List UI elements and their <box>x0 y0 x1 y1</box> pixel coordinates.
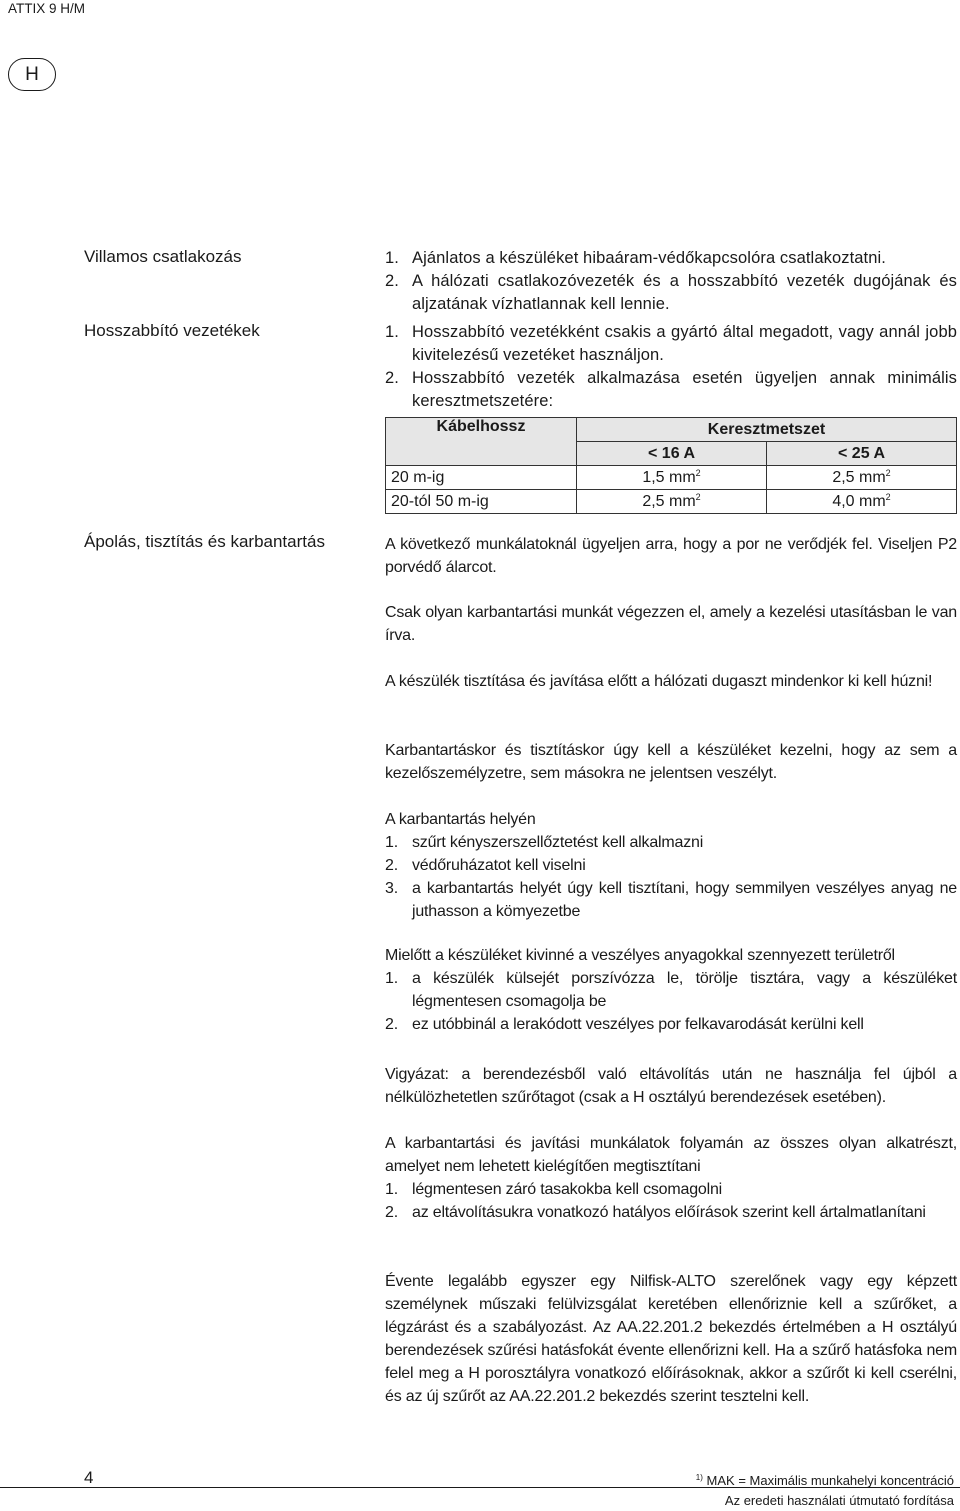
paragraph: A következő munkálatoknál ügyeljen arra, hogy a por ne verődjék fel. Viseljen P2 porvédő álarcot. <box>385 536 957 576</box>
list-item: 1. Ajánlatos a készüléket hibaáram-védőkapcsolóra csatlakoztatni. <box>385 249 886 267</box>
list-item: 1. légmentesen záró tasakokba kell csomagolni <box>385 1181 722 1198</box>
translation-note: Az eredeti használati útmutató fordítása <box>724 1493 954 1508</box>
paragraph: Csak olyan karbantartási munkát végezzen el, amely a kezelési utasításban le van írva. <box>385 604 957 644</box>
list-item: 2. Hosszabbító vezeték alkalmazása esetén ügyeljen annak minimális keresztmetszetére: <box>385 369 957 410</box>
maintenance-site-block: A karbantartás helyén 1. szűrt kényszerszellőztetést kell alkalmazni 2. védőruházatot kell viselni 3. a karbantartás helyét úgy kell tisztítani, hogy semmilyen veszélyes anyag ne juthasson a kömyezetbe <box>385 808 957 923</box>
list-item: 1. Hosszabbító vezetékként csakis a gyártó által megadott, vagy annál jobb kivitelezésű vezetéket használjon. <box>385 323 957 364</box>
list-item: 1. a készülék külsejét porszívózza le, törölje tisztára, vagy a készüléket légmentesen csomagolja be <box>385 970 957 1010</box>
section-hosszabbito <box>385 321 957 413</box>
list-item: 2. ez utóbbinál a lerakódott veszélyes por felkavarodását kerülni kell <box>385 1016 864 1033</box>
col-header-16a: < 16 A <box>577 442 767 466</box>
section-villamos <box>385 247 957 316</box>
paragraph: Karbantartáskor és tisztításkor úgy kell a készüléket kezelni, hogy az sem a kezelőszemélyzetre, sem másokra ne jelentsen veszélyt. <box>385 742 957 782</box>
cable-table <box>385 417 957 514</box>
document-title: ATTIX 9 H/M <box>8 1 86 16</box>
list-item: 2. az eltávolításukra vonatkozó hatályos előírások szerint kell ártalmatlanítani <box>385 1204 926 1221</box>
annual-inspection-paragraph: Évente legalább egyszer egy Nilfisk-ALTO szerelőnek vagy egy képzett személynek műszaki felülvizsgálat keretében ellenőriznie kell a szűrőket, a légzárást és a szabályozást. Az AA.22.201.2 bekezdés értelmében a H osztályú berendezések szűrési hatásfokát évente ellenőrizni kell. Ha a szűrő hatásfoka nem felel meg a H porosztályra vonatkozó előírásoknak, akkor a szűrőt ki kell cserélni, és az új szűrőt az AA.22.201.2 bekezdés szerint tesztelni kell. <box>385 1273 957 1405</box>
footnote: $^{1)}$ MAK = Maximális munkahelyi koncentráció Az eredeti használati útmutató fordítása <box>696 1468 954 1511</box>
list-item: 1. szűrt kényszerszellőztetést kell alkalmazni <box>385 834 704 851</box>
heading-hosszabbito: Hosszabbító vezetékek <box>84 321 260 340</box>
list-item: 2. A hálózati csatlakozóvezeték és a hosszabbító vezeték dugójának és aljzatának vízhatlannak kell lennie. <box>385 272 957 313</box>
table-row: 20 m-ig 1,5 $mm^2$ 2,5 $mm^2$ <box>386 466 957 490</box>
before-removal-block: Mielőtt a készüléket kivinné a veszélyes anyagokkal szennyezett területről 1. a készülék külsejét porszívózza le, törölje tisztára, vagy a készüléket légmentesen csomagolja be 2. ez utóbbinál a lerakódott veszélyes por felkavarodását kerülni kell <box>385 944 957 1036</box>
parts-disposal-block: A karbantartási és javítási munkálatok folyamán az összes olyan alkatrészt, amelyet nem lehetett kielégítően megtisztítani 1. légmentesen záró tasakokba kell csomagolni 2. az eltávolításukra vonatkozó hatályos előírások szerint kell ártalmatlanítani <box>385 1132 957 1224</box>
list-item: 3. a karbantartás helyét úgy kell tisztítani, hogy semmilyen veszélyes anyag ne juthasson a kömyezetbe <box>385 880 957 920</box>
paragraph: A készülék tisztítása és javítása előtt a hálózati dugaszt mindenkor ki kell húzni! <box>385 673 933 690</box>
heading-villamos: Villamos csatlakozás <box>84 247 242 266</box>
page-number: 4 <box>84 1468 94 1487</box>
list-item: 2. védőruházatot kell viselni <box>385 857 586 874</box>
col-header-length: Kábelhossz <box>386 418 577 466</box>
col-header-cross-section: Keresztmetszet <box>577 418 957 442</box>
table-row: 20-tól 50 m-ig 2,5 $mm^2$ 4,0 $mm^2$ <box>386 490 957 514</box>
language-badge: H <box>8 58 56 91</box>
heading-apolas: Ápolás, tisztítás és karbantartás <box>84 532 325 551</box>
warning-paragraph: Vigyázat: a berendezésből való eltávolítás után ne használja fel újból a nélkülözhetetlen szűrőtagot (csak a H osztályú berendezések esetében). <box>385 1066 957 1106</box>
col-header-25a: < 25 A <box>767 442 957 466</box>
